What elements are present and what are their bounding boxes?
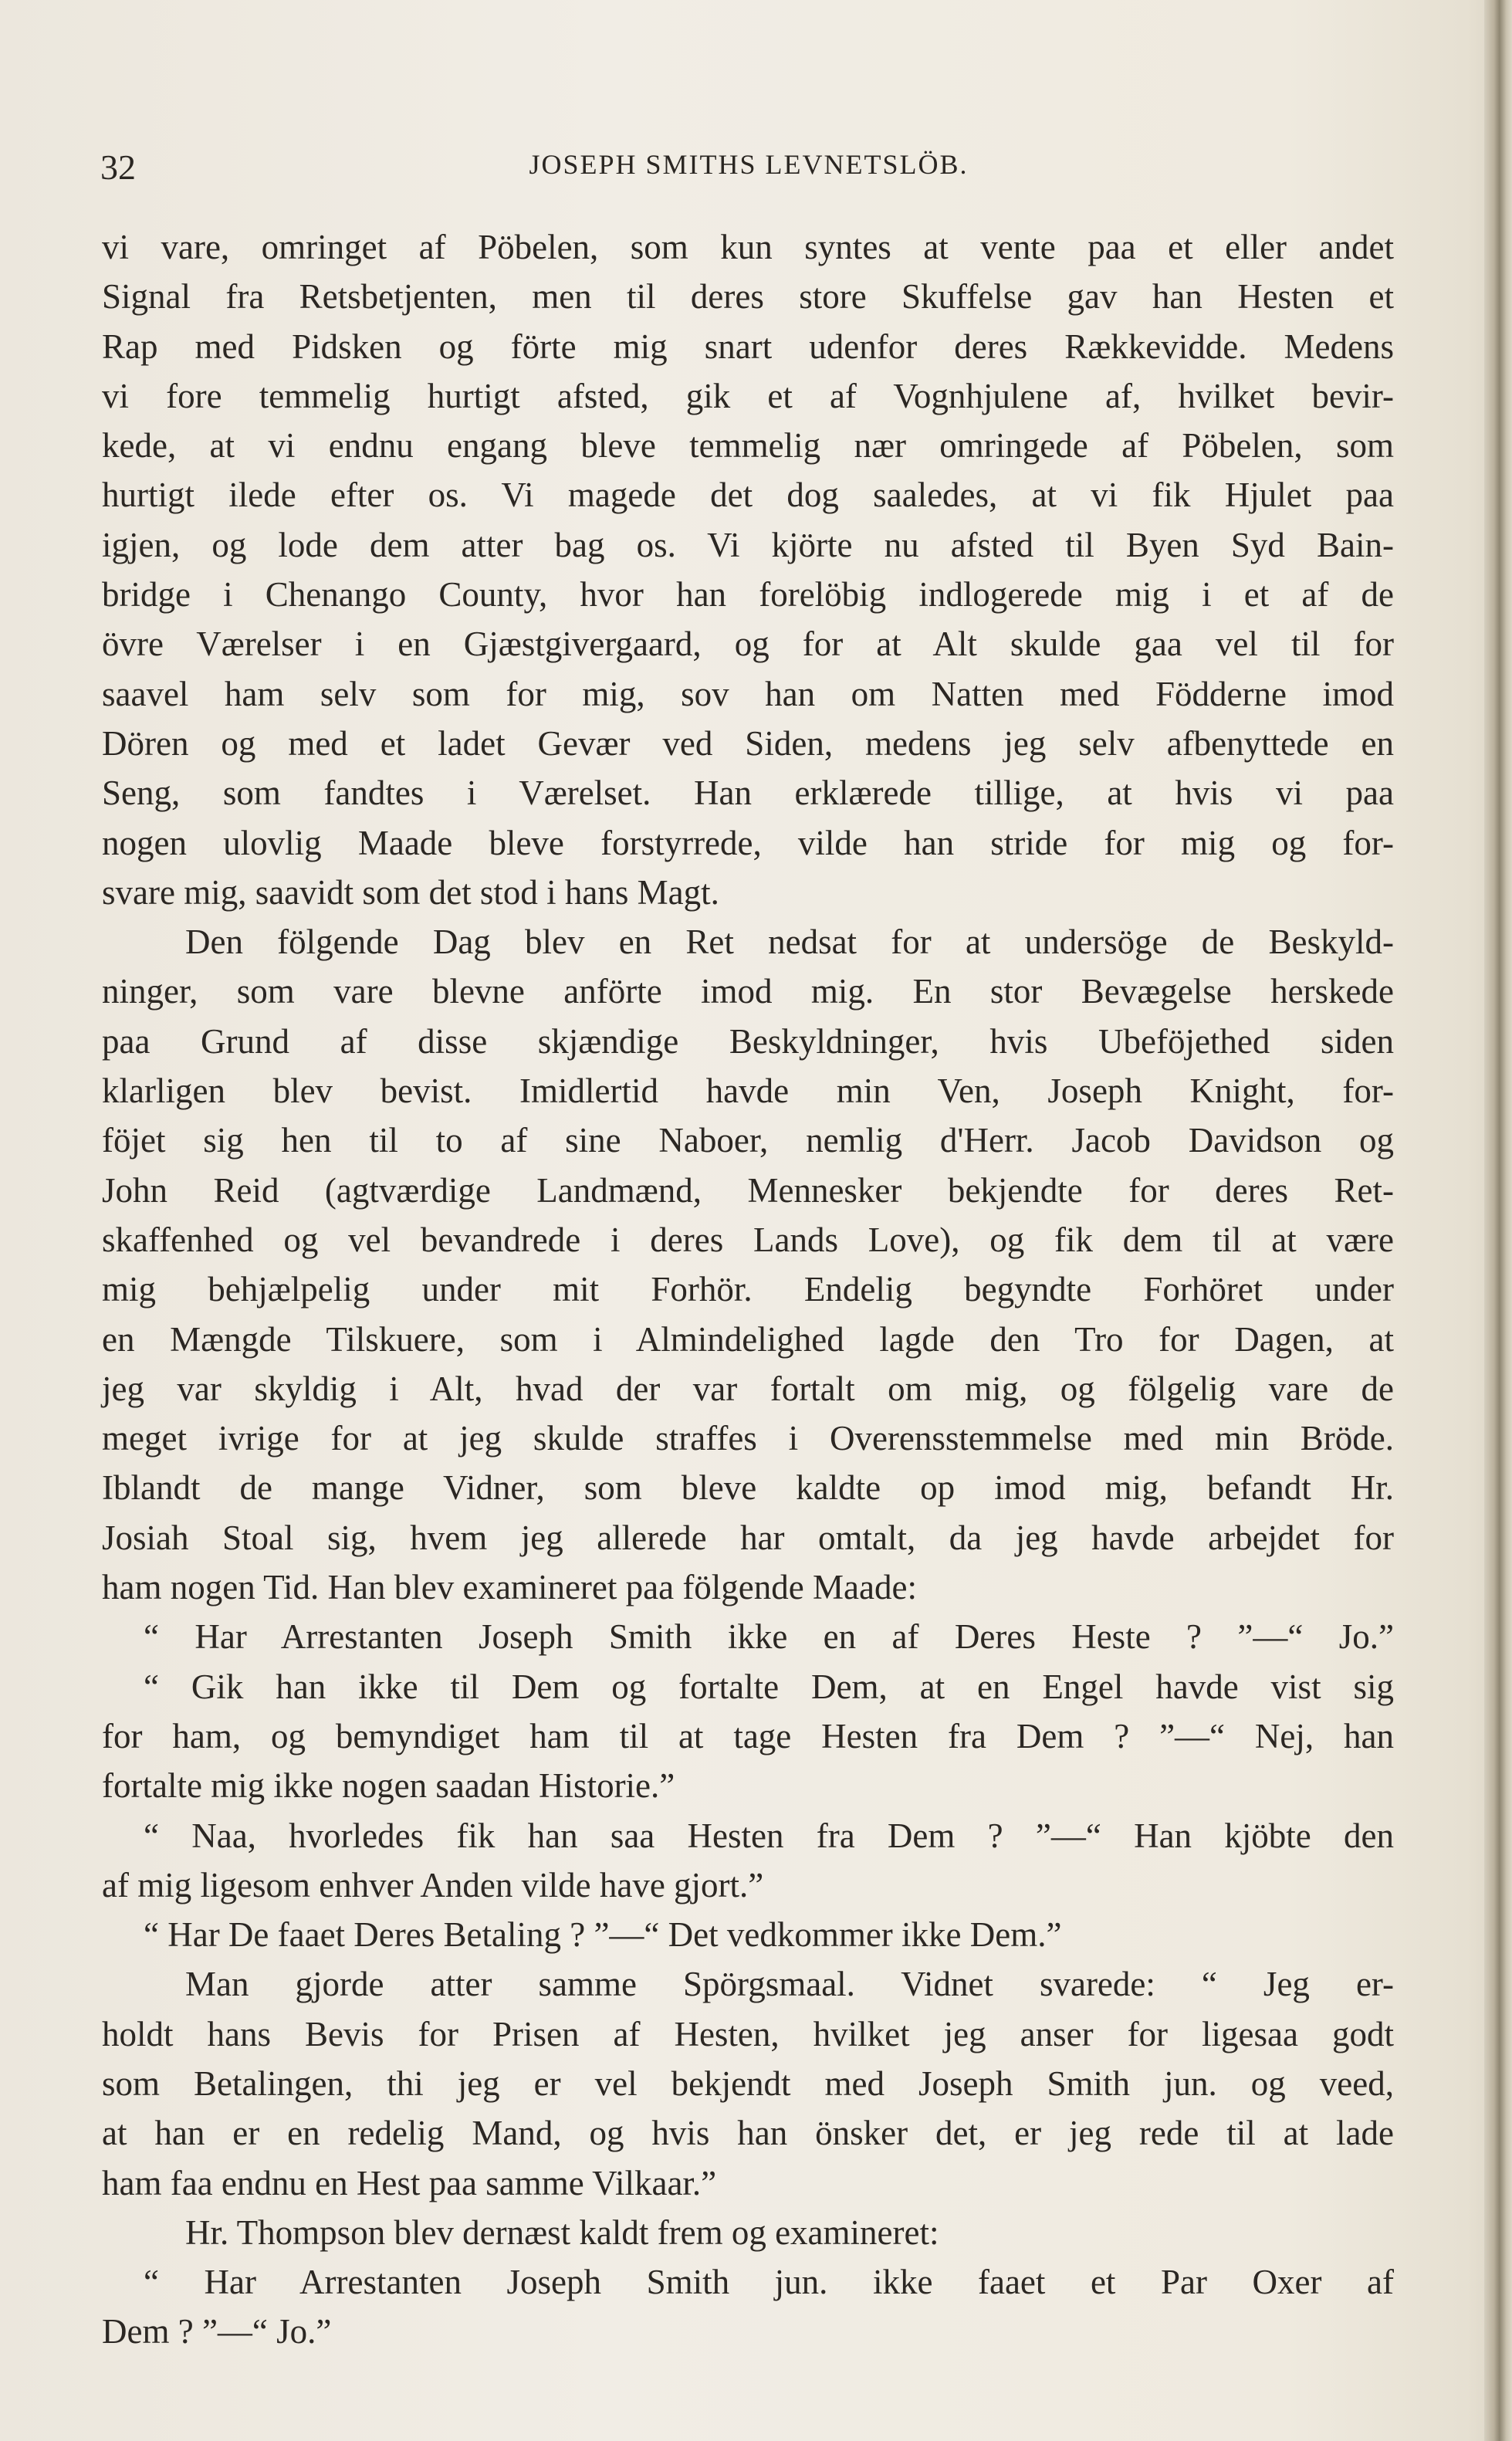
text-line: holdt hans Bevis for Prisen af Hesten, hvilket jeg anser for ligesaa godt	[102, 2014, 1394, 2053]
text-line: igjen, og lode dem atter bag os. Vi kjörte nu afsted til Byen Syd Bain-	[102, 525, 1394, 564]
text-line: Signal fra Retsbetjenten, men til deres store Skuffelse gav han Hesten et	[102, 277, 1394, 317]
text-line: Den fölgende Dag blev en Ret nedsat for at undersöge de Beskyld-	[185, 923, 1394, 962]
text-line: “ Har De faaet Deres Betaling ? ”—“ Det vedkommer ikke Dem.”	[144, 1915, 1062, 1955]
text-line: hurtigt ilede efter os. Vi magede det dog saaledes, at vi fik Hjulet paa	[102, 476, 1394, 515]
text-line: svare mig, saavidt som det stod i hans Magt.	[102, 872, 719, 912]
text-line: “ Gik han ikke til Dem og fortalte Dem, at en Engel havde vist sig	[144, 1667, 1394, 1706]
text-line: ham nogen Tid. Han blev examineret paa fölgende Maade:	[102, 1568, 917, 1607]
text-line: Dem ? ”—“ Jo.”	[102, 2312, 332, 2351]
text-line: Iblandt de mange Vidner, som bleve kaldte op imod mig, befandt Hr.	[102, 1468, 1394, 1508]
text-line: at han er en redelig Mand, og hvis han önsker det, er jeg rede til at lade	[102, 2114, 1394, 2153]
text-line: nogen ulovlig Maade bleve forstyrrede, vilde han stride for mig og for-	[102, 823, 1394, 862]
text-line: som Betalingen, thi jeg er vel bekjendt med Joseph Smith jun. og veed,	[102, 2064, 1394, 2103]
text-line: mig behjælpelig under mit Forhör. Endelig begyndte Forhöret under	[102, 1270, 1394, 1309]
text-line: klarligen blev bevist. Imidlertid havde min Ven, Joseph Knight, for-	[102, 1072, 1394, 1111]
text-line: föjet sig hen til to af sine Naboer, nemlig d'Herr. Jacob Davidson og	[102, 1121, 1394, 1160]
text-line: “ Naa, hvorledes fik han saa Hesten fra Dem ? ”—“ Han kjöbte den	[144, 1816, 1394, 1855]
text-line: Seng, som fandtes i Værelset. Han erklærede tillige, at hvis vi paa	[102, 774, 1394, 813]
text-line: meget ivrige for at jeg skulde straffes i Overensstemmelse med min Bröde.	[102, 1419, 1394, 1458]
text-line: Man gjorde atter samme Spörgsmaal. Vidnet svarede: “ Jeg er-	[185, 1965, 1394, 2004]
text-line: ham faa endnu en Hest paa samme Vilkaar.”	[102, 2163, 717, 2202]
page-number: 32	[100, 147, 136, 187]
text-line: “ Har Arrestanten Joseph Smith jun. ikke faaet et Par Oxer af	[144, 2263, 1394, 2302]
text-line: Hr. Thompson blev dernæst kaldt frem og examineret:	[185, 2212, 939, 2252]
text-line: fortalte mig ikke nogen saadan Historie.”	[102, 1766, 675, 1806]
text-line: Dören og med et ladet Gevær ved Siden, medens jeg selv afbenyttede en	[102, 723, 1394, 763]
text-line: vi vare, omringet af Pöbelen, som kun syntes at vente paa et eller andet	[102, 228, 1394, 266]
text-line: for ham, og bemyndiget ham til at tage Hesten fra Dem ? ”—“ Nej, han	[102, 1716, 1394, 1755]
text-line: af mig ligesom enhver Anden vilde have gjort.”	[102, 1865, 764, 1904]
running-title: JOSEPH SMITHS LEVNETSLÖB.	[529, 149, 969, 180]
text-line: kede, at vi endnu engang bleve temmelig nær omringede af Pöbelen, som	[102, 426, 1394, 466]
text-line: en Mængde Tilskuere, som i Almindelighed lagde den Tro for Dagen, at	[102, 1319, 1394, 1359]
text-line: jeg var skyldig i Alt, hvad der var fortalt om mig, og fölgelig vare de	[102, 1369, 1394, 1408]
text-line: John Reid (agtværdige Landmænd, Mennesker bekjendte for deres Ret-	[102, 1170, 1394, 1210]
text-line: paa Grund af disse skjændige Beskyldninger, hvis Ubeföjethed siden	[102, 1021, 1394, 1061]
text-line: bridge i Chenango County, hvor han forelöbig indlogerede mig i et af de	[102, 575, 1394, 614]
text-line: Josiah Stoal sig, hvem jeg allerede har omtalt, da jeg havde arbejdet for	[102, 1518, 1394, 1557]
text-line: ninger, som vare blevne anförte imod mig. En stor Bevægelse herskede	[102, 972, 1394, 1011]
text-line: skaffenhed og vel bevandrede i deres Lands Love), og fik dem til at være	[102, 1220, 1394, 1259]
text-line: övre Værelser i en Gjæstgivergaard, og for at Alt skulde gaa vel til for	[102, 625, 1394, 664]
text-line: Rap med Pidsken og förte mig snart udenfor deres Rækkevidde. Medens	[102, 327, 1394, 366]
page-header	[100, 139, 1397, 201]
text-line: saavel ham selv som for mig, sov han om Natten med Födderne imod	[102, 674, 1394, 713]
page-edge-shadow	[1484, 0, 1512, 2441]
text-line: “ Har Arrestanten Joseph Smith ikke en af Deres Heste ? ”—“ Jo.”	[144, 1617, 1394, 1657]
text-line: vi fore temmelig hurtigt afsted, gik et af Vognhjulene af, hvilket bevir-	[102, 376, 1394, 415]
body-text	[102, 222, 1394, 2357]
